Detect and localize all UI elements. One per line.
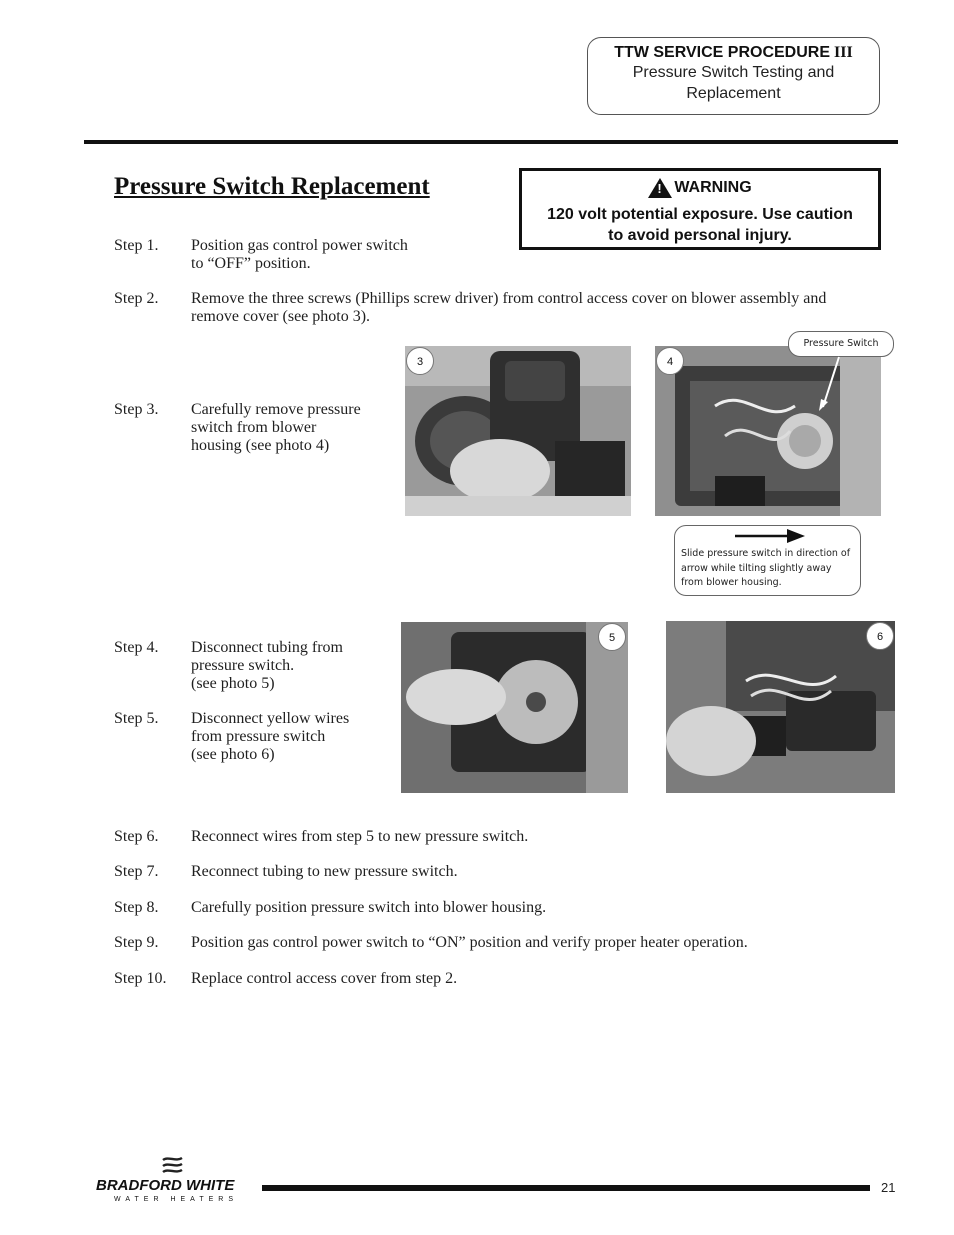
logo-wordmark: BRADFORD WHITE xyxy=(96,1177,235,1194)
bradford-white-logo xyxy=(96,1156,256,1204)
photo-6-badge: 6 xyxy=(866,622,894,650)
step-text-line: Reconnect tubing to new pressure switch. xyxy=(191,863,458,880)
step-number: Step 2. xyxy=(114,290,159,307)
step-number: Step 9. xyxy=(114,934,159,951)
procedure-title: TTW SERVICE PROCEDURE III xyxy=(614,44,853,61)
warning-box xyxy=(519,168,881,250)
photo-4-pressure-switch-housing xyxy=(655,346,881,516)
warning-line1: 120 volt potential exposure. Use caution xyxy=(547,205,853,223)
procedure-subtitle-line2: Replacement xyxy=(686,85,781,102)
step-number: Step 1. xyxy=(114,237,159,254)
pressure-switch-pointer-arrow xyxy=(815,355,845,415)
step-text-line: (see photo 6) xyxy=(191,746,275,763)
pressure-switch-callout: Pressure Switch xyxy=(788,331,894,357)
photo-5-badge: 5 xyxy=(598,623,626,651)
step-text-line: (see photo 5) xyxy=(191,675,275,692)
step-text-line: switch from blower xyxy=(191,419,317,436)
section-title: Pressure Switch Replacement xyxy=(114,173,430,200)
step-text-line: Replace control access cover from step 2. xyxy=(191,970,458,987)
step-number: Step 3. xyxy=(114,401,159,418)
step-text-line: housing (see photo 4) xyxy=(191,437,330,454)
step-number: Step 5. xyxy=(114,710,159,727)
photo-4-illustration xyxy=(655,346,881,516)
step-number: Step 4. xyxy=(114,639,159,656)
bradford-white-logo-mark xyxy=(96,1156,256,1204)
photo-3-blower-cover xyxy=(405,346,631,516)
step-number: Step 6. xyxy=(114,828,159,845)
photo-3-illustration xyxy=(405,346,631,516)
step-number: Step 8. xyxy=(114,899,159,916)
step-number: Step 7. xyxy=(114,863,159,880)
slide-instruction-line2: arrow while tilting slightly away xyxy=(681,562,832,574)
warning-heading: WARNING xyxy=(674,179,752,196)
slide-instruction-line1: Slide pressure switch in direction of xyxy=(681,548,851,559)
step-text-line: Carefully position pressure switch into blower housing. xyxy=(191,899,547,916)
step-number: Step 10. xyxy=(114,970,167,987)
step-text-line: remove cover (see photo 3). xyxy=(191,308,371,325)
photo-6-yellow-wires xyxy=(666,621,895,793)
step-text-line: to “OFF” position. xyxy=(191,255,311,272)
photo-6-illustration xyxy=(666,621,895,793)
step-text-line: Carefully remove pressure xyxy=(191,401,361,418)
step-text-line: Disconnect yellow wires xyxy=(191,710,350,727)
photo-4-badge: 4 xyxy=(656,347,684,375)
step-text-line: Position gas control power switch xyxy=(191,237,408,254)
procedure-subtitle-line1: Pressure Switch Testing and xyxy=(632,64,835,81)
step-text-line: Reconnect wires from step 5 to new pressure switch. xyxy=(191,828,529,845)
footer-divider xyxy=(262,1185,870,1191)
photo-5-tubing xyxy=(401,622,628,793)
slide-instruction-line3: from blower housing. xyxy=(681,577,782,588)
warning-line2: to avoid personal injury. xyxy=(608,226,792,244)
photo-3-badge: 3 xyxy=(406,347,434,375)
procedure-roman-numeral: III xyxy=(834,44,853,61)
step-text-line: pressure switch. xyxy=(191,657,295,674)
warning-triangle-icon: ! xyxy=(648,178,672,198)
page-number: 21 xyxy=(881,1180,896,1195)
procedure-header-box xyxy=(587,37,880,115)
header-divider xyxy=(84,140,898,144)
step-text-line: Remove the three screws (Phillips screw driver) from control access cover on blower assembly and xyxy=(191,290,827,307)
photo-5-illustration xyxy=(401,622,628,793)
slide-direction-arrow-icon xyxy=(735,528,807,544)
step-text-line: Disconnect tubing from xyxy=(191,639,343,656)
logo-tagline: WATER HEATERS xyxy=(114,1196,238,1203)
step-text-line: Position gas control power switch to “ON” position and verify proper heater operation. xyxy=(191,934,748,951)
step-text-line: from pressure switch xyxy=(191,728,326,745)
